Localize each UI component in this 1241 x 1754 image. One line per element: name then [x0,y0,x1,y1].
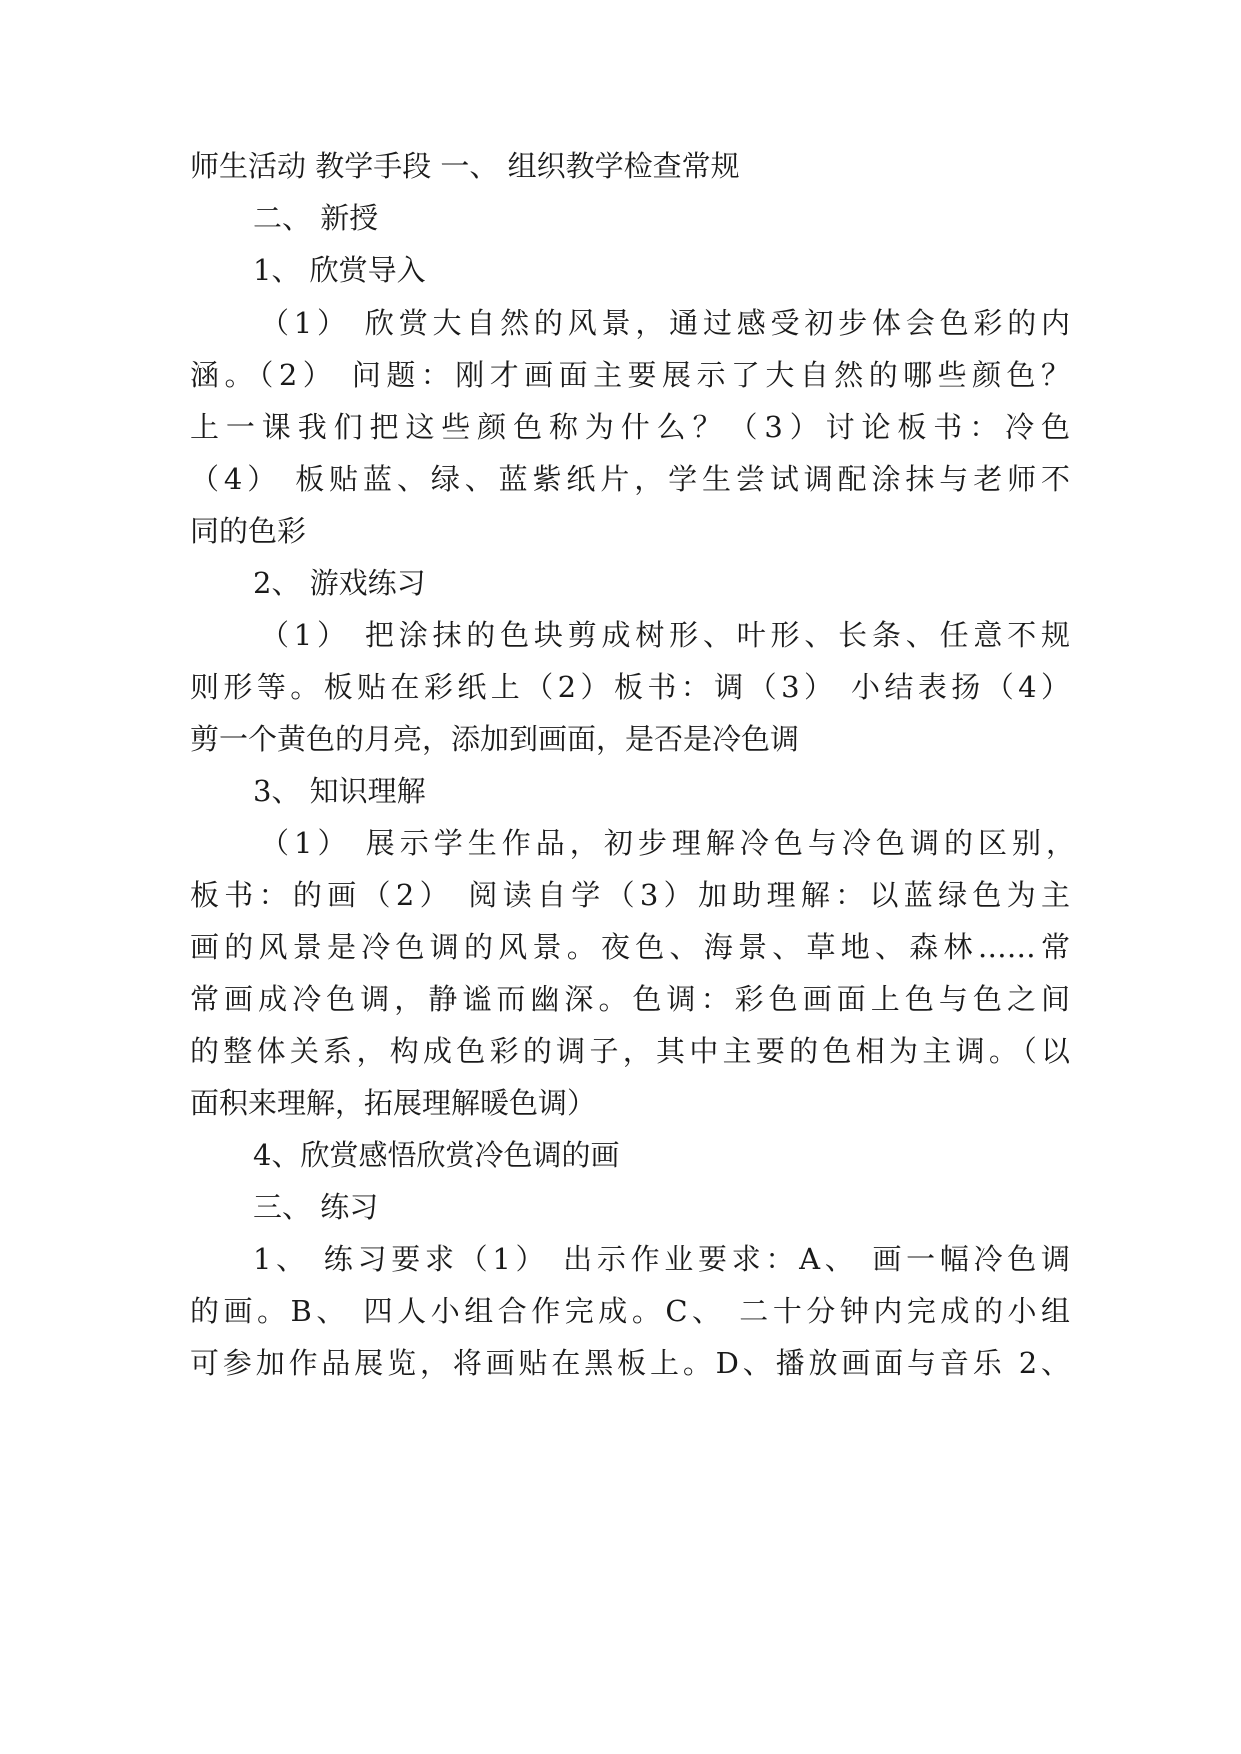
text-line: 师生活动 教学手段 一、 组织教学检查常规 [190,149,740,183]
subsection-heading: 1、 欣赏导入 [253,253,426,287]
text-line: 画的风景是冷色调的风景。夜色、海景、草地、森林……常 [190,930,1070,964]
text-line: 的整体关系，构成色彩的调子，其中主要的色相为主调。（以 [190,1034,1070,1068]
section-heading: 二、 新授 [253,201,379,235]
text-line: （1） 欣赏大自然的风景，通过感受初步体会色彩的内 [260,306,1070,340]
subsection-heading: 3、 知识理解 [253,774,426,808]
text-line: 剪一个黄色的月亮，添加到画面，是否是冷色调 [190,722,800,756]
text-line: 则形等。板贴在彩纸上（2）板书：调（3） 小结表扬（4） [190,670,1070,704]
text-line: 面积来理解，拓展理解暖色调） [190,1086,597,1120]
text-line: 的画。B、 四人小组合作完成。C、 二十分钟内完成的小组 [190,1294,1070,1328]
text-line: （1） 把涂抹的色块剪成树形、叶形、长条、任意不规 [260,618,1070,652]
text-line: 1、 练习要求（1） 出示作业要求：A、 画一幅冷色调 [253,1242,1070,1276]
subsection-heading: 4、欣赏感悟欣赏冷色调的画 [253,1138,620,1172]
text-line: （1） 展示学生作品，初步理解冷色与冷色调的区别， [260,826,1075,860]
section-heading: 三、 练习 [253,1190,379,1224]
text-line: 可参加作品展览，将画贴在黑板上。D、播放画面与音乐 2、 [190,1346,1070,1380]
text-line: 同的色彩 [190,514,307,548]
text-line: 常画成冷色调，静谧而幽深。色调：彩色画面上色与色之间 [190,982,1070,1016]
subsection-heading: 2、 游戏练习 [253,566,426,600]
text-line: 板书：的画（2） 阅读自学（3）加助理解：以蓝绿色为主 [190,878,1070,912]
text-line: 上一课我们把这些颜色称为什么？（3）讨论板书：冷色 [190,410,1070,444]
text-line: （4） 板贴蓝、绿、蓝紫纸片，学生尝试调配涂抹与老师不 [190,462,1070,496]
text-line: 涵。（2） 问题：刚才画面主要展示了大自然的哪些颜色？ [190,358,1070,392]
